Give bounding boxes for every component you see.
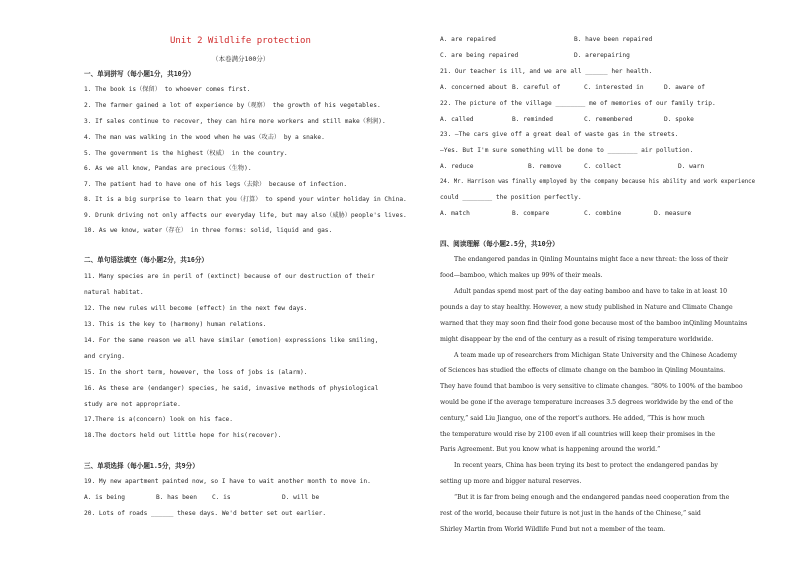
passage-line: rest of the world, because their future is not just in the hands of the Chinese,” said — [440, 510, 701, 517]
option: A. are repaired — [440, 36, 496, 43]
question-line: could ________ the position perfectly. — [440, 194, 582, 201]
option: A. match — [440, 210, 470, 217]
option: B. have been repaired — [574, 36, 653, 43]
question-line: study are not appropriate. — [84, 401, 181, 408]
question-line: 12. The new rules will become (effect) in the next few days. — [84, 305, 308, 312]
question-line: 11. Many species are in peril of (extinct) because of our destruction of their — [84, 273, 375, 280]
options-row — [440, 163, 704, 171]
option: A. reduce — [440, 163, 474, 170]
question-line: 18.The doctors held out little hope for his(recover). — [84, 432, 282, 439]
passage-line: pounds a day to stay healthy. However, a new study published in Nature and Climate Change — [440, 304, 733, 311]
option: D. will be — [282, 494, 320, 501]
option: A. called — [440, 116, 474, 123]
section-3-heading: 三、单项选择（每小题1.5分，共9分） — [84, 462, 199, 470]
passage-line: of Sciences has studied the effects of climate change on the bamboo in Qinling Mountains. — [440, 367, 726, 374]
option: B. reminded — [512, 116, 553, 123]
option: A. concerned about — [440, 84, 508, 91]
passage-line: would be gone if the average temperature increases 3.5 degrees worldwide by the end of the — [440, 399, 734, 406]
passage-line: A team made up of researchers from Michigan State University and the Chinese Academy — [454, 352, 737, 359]
question-line: —Yes. But I'm sure something will be done to ________ air pollution. — [440, 147, 694, 154]
option: C. is — [212, 494, 231, 501]
passage-line: might disappear by the end of the century as a result of rising temperature worldwide. — [440, 336, 714, 343]
question-line: 13. This is the key to (harmony) human relations. — [84, 321, 267, 328]
question-line: 19. My new apartment painted now, so I have to wait another month to move in. — [84, 478, 371, 485]
question-line: 4. The man was walking in the wood when he was（攻击） by a snake. — [84, 134, 325, 141]
page-subtitle: （本卷满分100分） — [212, 55, 270, 63]
option: D. arerepairing — [574, 52, 630, 59]
passage-line: century,” said Liu Jianguo, one of the report's authors. He added, “This is how much — [440, 415, 705, 422]
option: C. collect — [584, 163, 622, 170]
section-2-heading: 二、单句语法填空（每小题2分，共16分） — [84, 256, 209, 264]
options-row — [440, 116, 694, 124]
question-line: 5. The government is the highest（权威） in the country. — [84, 150, 288, 157]
option: C. interested in — [584, 84, 644, 91]
question-line: 24. Mr. Harrison was finally employed by the company because his ability and work experience — [440, 179, 756, 185]
passage-line: “But it is far from being enough and the endangered pandas need cooperation from the — [454, 494, 730, 501]
options-row — [84, 494, 319, 502]
option: C. remembered — [584, 116, 633, 123]
passage-line: Adult pandas spend most part of the day eating bamboo and have to take in at least 10 — [454, 288, 728, 295]
question-line: 1. The book is（保留） to whoever comes first. — [84, 86, 251, 93]
question-line: 9. Drunk driving not only affects our everyday life, but may also（威胁）people's lives. — [84, 212, 407, 219]
question-line: 20. Lots of roads ______ these days. We'd better set out earlier. — [84, 510, 327, 517]
question-line: and crying. — [84, 353, 125, 360]
option: B. remove — [528, 163, 562, 170]
question-line: 16. As these are (endanger) species, he said, invasive methods of physiological — [84, 385, 379, 392]
passage-line: Paris Agreement. But you know what is happening around the world.” — [440, 446, 661, 453]
passage-line: setting up more and bigger natural reserves. — [440, 478, 582, 485]
passage-line: The endangered pandas in Qinling Mountains might face a new threat: the loss of their — [454, 256, 729, 263]
question-line: natural habitat. — [84, 289, 144, 296]
question-line: 6. As we all know, Pandas are precious（生物). — [84, 165, 252, 172]
page-title: Unit 2 Wildlife protection — [170, 36, 311, 46]
option: B. careful of — [512, 84, 561, 91]
passage-line: Shirley Martin from World Wildlife Fund but not a member of the team. — [440, 526, 666, 533]
option: D. warn — [678, 163, 705, 170]
passage-line: food—bamboo, which makes up 99% of their meals. — [440, 272, 603, 279]
option: D. measure — [654, 210, 692, 217]
question-line: 17.There is a(concern) look on his face. — [84, 416, 234, 423]
question-line: 23. —The cars give off a great deal of waste gas in the streets. — [440, 131, 679, 138]
option: C. combine — [584, 210, 622, 217]
options-row — [440, 36, 652, 44]
question-line: 22. The picture of the village ________ me of memories of our family trip. — [440, 100, 716, 107]
options-row — [440, 84, 705, 92]
option: C. are being repaired — [440, 52, 519, 59]
passage-line: warned that they may soon find their food gone because most of the bamboo inQinling Mountains — [440, 320, 748, 327]
question-line: 7. The patient had to have one of his legs（去除） because of infection. — [84, 181, 348, 188]
question-line: 10. As we know, water（存在） in three forms: solid, liquid and gas. — [84, 227, 333, 234]
options-row — [440, 210, 691, 218]
passage-line: the temperature would rise by 2100 even if all countries will keep their promises in the — [440, 431, 716, 438]
question-line: 15. In the short term, however, the loss of jobs is (alarm). — [84, 369, 308, 376]
passage-line: In recent years, China has been trying its best to protect the endangered pandas by — [454, 462, 718, 469]
question-line: 21. Our teacher is ill, and we are all ______ her health. — [440, 68, 653, 75]
section-1-heading: 一、单词拼写（每小题1分，共10分） — [84, 70, 195, 78]
question-line: 3. If sales continue to recover, they can hire more workers and still make（利润). — [84, 118, 386, 125]
option: D. spoke — [664, 116, 694, 123]
option: B. has been — [156, 494, 197, 501]
option: A. is being — [84, 494, 125, 501]
question-line: 14. For the same reason we all have similar (emotion) expressions like smiling, — [84, 337, 379, 344]
question-line: 2. The farmer gained a lot of experience by（观察） the growth of his vegetables. — [84, 102, 381, 109]
section-4-heading: 四、阅读理解（每小题2.5分，共10分） — [440, 240, 559, 248]
question-line: 8. It is a big surprise to learn that you（打算） to spend your winter holiday in China. — [84, 196, 407, 203]
passage-line: They have found that bamboo is very sensitive to climate changes. “80% to 100% of the bamboo — [440, 383, 743, 390]
option: D. aware of — [664, 84, 705, 91]
options-row — [440, 52, 630, 60]
option: B. compare — [512, 210, 550, 217]
